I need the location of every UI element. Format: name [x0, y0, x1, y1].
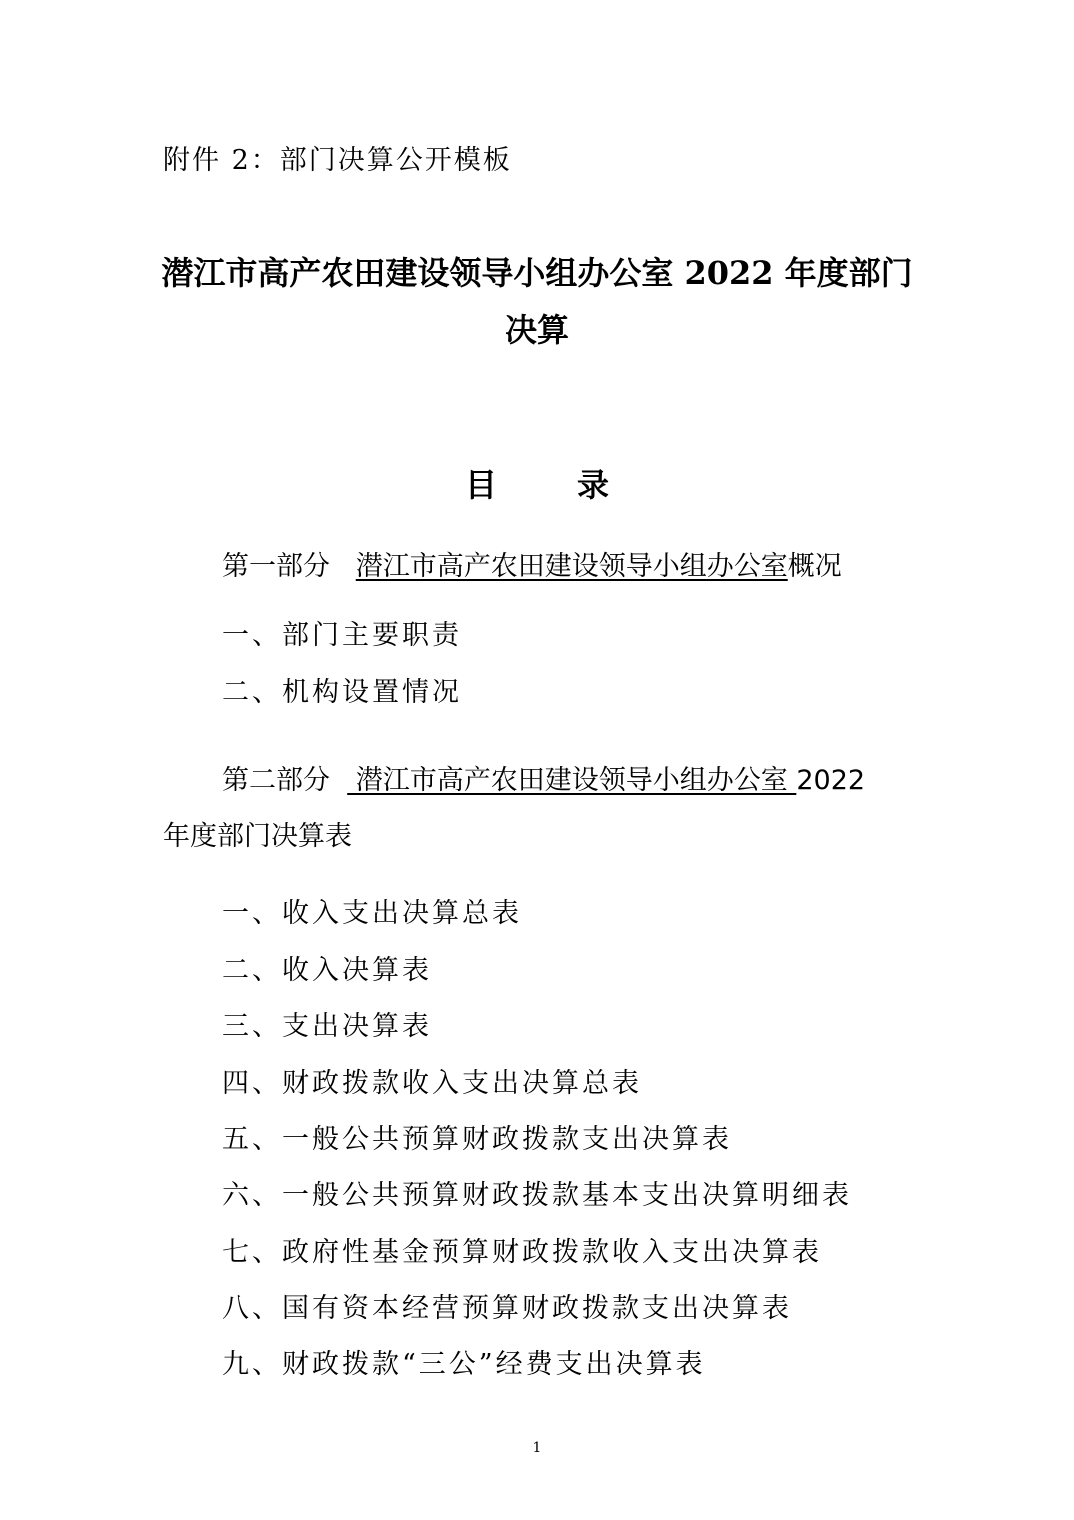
part2-item-2: 二、收入决算表 [222, 955, 432, 986]
document-title-line2: 决算 [504, 311, 569, 349]
part2-item-3: 三、支出决算表 [222, 1011, 432, 1042]
toc-heading-char2: 录 [577, 466, 610, 504]
document-title-line1: 潜江市高产农田建设领导小组办公室 2022 年度部门 [161, 254, 913, 292]
page-number: 1 [532, 1440, 542, 1456]
part2-name: 潜江市高产农田建设领导小组办公室 [347, 765, 797, 796]
annex-label: 附件 2：部门决算公开模板 [163, 145, 512, 176]
part2-item-4: 四、财政拨款收入支出决算总表 [222, 1068, 642, 1099]
part2-item-9: 九、财政拨款“三公”经费支出决算表 [222, 1349, 706, 1380]
part2-item-6: 六、一般公共预算财政拨款基本支出决算明细表 [222, 1180, 852, 1211]
part1-item-2: 二、机构设置情况 [222, 677, 462, 708]
part2-heading [222, 758, 865, 797]
part2-year: 2022 [796, 765, 866, 796]
part1-name: 潜江市高产农田建设领导小组办公室 [355, 551, 788, 582]
part2-item-8: 八、国有资本经营预算财政拨款支出决算表 [222, 1293, 792, 1324]
toc-heading [0, 460, 1074, 506]
part1-heading [222, 544, 842, 583]
part1-item-1: 一、部门主要职责 [222, 620, 462, 651]
part2-item-5: 五、一般公共预算财政拨款支出决算表 [222, 1124, 732, 1155]
part1-suffix: 概况 [787, 551, 842, 582]
part2-item-7: 七、政府性基金预算财政拨款收入支出决算表 [222, 1237, 822, 1268]
part2-item-1: 一、收入支出决算总表 [222, 898, 522, 929]
toc-heading-char1: 目 [464, 466, 497, 504]
part2-heading-line2: 年度部门决算表 [163, 821, 352, 852]
part2-label: 第二部分 [222, 765, 330, 796]
part1-label: 第一部分 [222, 551, 330, 582]
